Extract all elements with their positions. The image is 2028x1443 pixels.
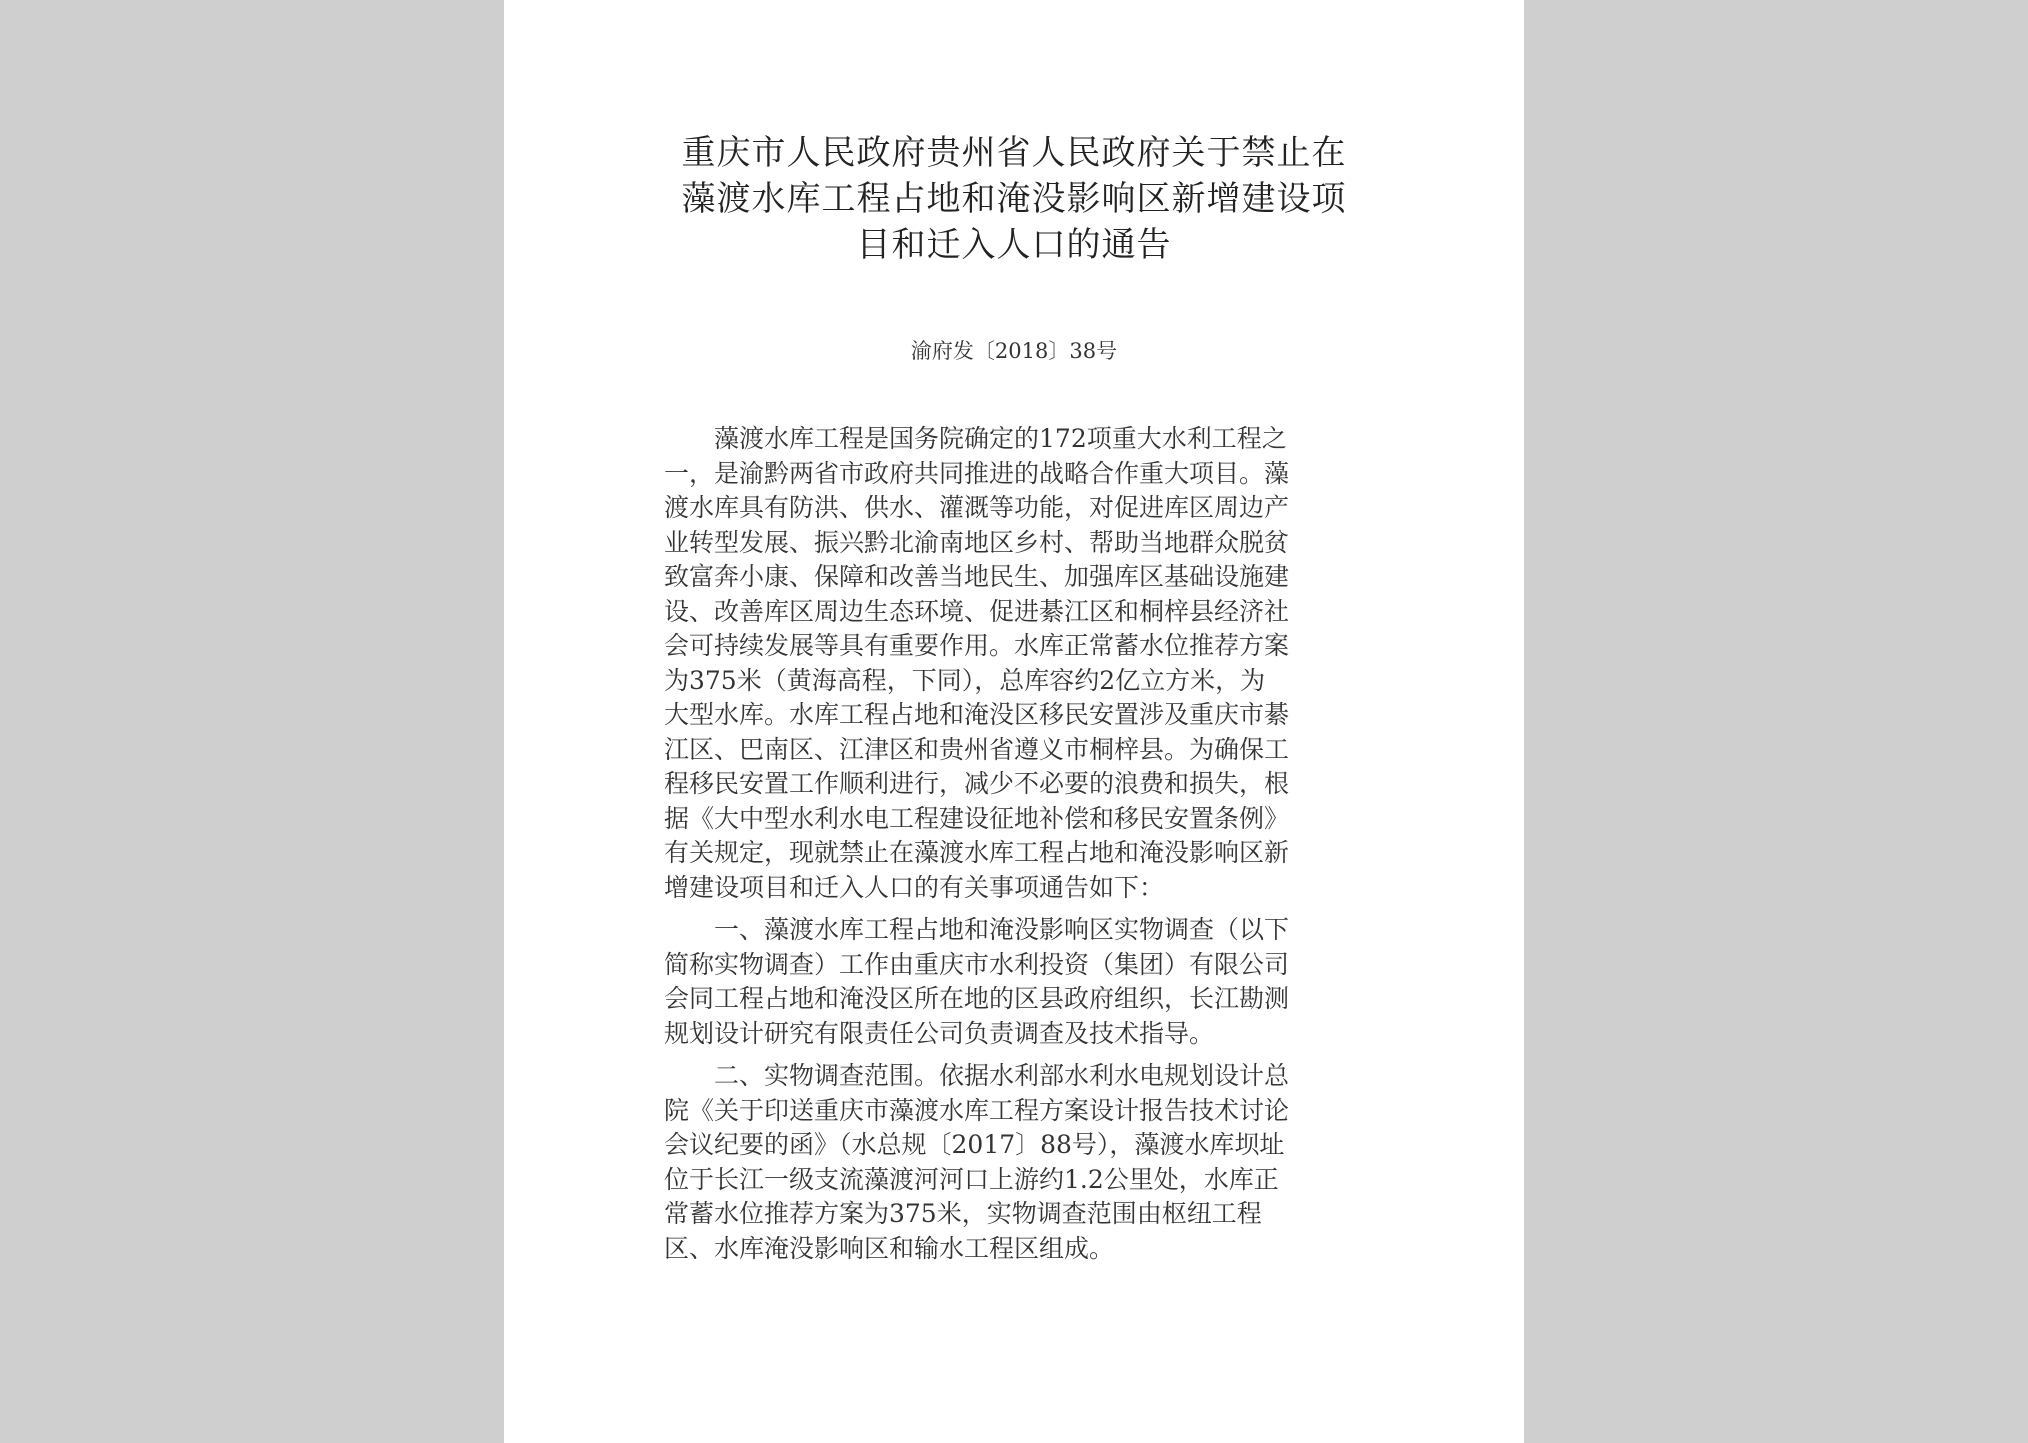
text-line: 业转型发展、振兴黔北渝南地区乡村、帮助当地群众脱贫 — [664, 527, 1290, 557]
document-body — [664, 422, 1364, 1274]
text-line: 江区、巴南区、江津区和贵州省遵义市桐梓县。为确保工 — [664, 734, 1290, 764]
paragraph-item-1 — [664, 913, 1364, 1051]
text-line: 致富奔小康、保障和改善当地民生、加强库区基础设施建 — [664, 562, 1290, 591]
text-line: 大型水库。水库工程占地和淹没区移民安置涉及重庆市綦 — [664, 700, 1290, 729]
paragraph-item-2 — [664, 1059, 1364, 1266]
text-line: 有关规定，现就禁止在藻渡水库工程占地和淹没影响区新 — [664, 838, 1290, 867]
text-line: 增建设项目和迁入人口的有关事项通告如下： — [664, 872, 1165, 902]
text-line: 会同工程占地和淹没区所在地的区县政府组织，长江勘测 — [664, 984, 1290, 1013]
document-number: 渝府发〔2018〕38号 — [910, 339, 1118, 363]
title-line: 目和迁入人口的通告 — [856, 225, 1172, 265]
text-line: 设、改善库区周边生态环境、促进綦江区和桐梓县经济社 — [664, 596, 1290, 626]
text-line: 位于长江一级支流藻渡河河口上游约1.2公里处，水库正 — [664, 1164, 1279, 1194]
paragraph-intro — [664, 422, 1364, 905]
text-line: 二、实物调查范围。依据水利部水利水电规划设计总 — [714, 1061, 1290, 1090]
text-line: 常蓄水位推荐方案为375米，实物调查范围由枢纽工程 — [664, 1199, 1262, 1228]
text-line: 会可持续发展等具有重要作用。水库正常蓄水位推荐方案 — [664, 631, 1290, 660]
text-line: 一，是渝黔两省市政府共同推进的战略合作重大项目。藻 — [664, 458, 1290, 488]
document-title — [664, 130, 1364, 268]
text-line: 渡水库具有防洪、供水、灌溉等功能，对促进库区周边产 — [664, 493, 1290, 522]
text-line: 藻渡水库工程是国务院确定的172项重大水利工程之 — [714, 424, 1287, 453]
title-line: 重庆市人民政府贵州省人民政府关于禁止在 — [681, 133, 1347, 173]
text-line: 简称实物调查）工作由重庆市水利投资（集团）有限公司 — [664, 949, 1290, 979]
text-line: 程移民安置工作顺利进行，减少不必要的浪费和损失，根 — [664, 769, 1290, 798]
title-line: 藻渡水库工程占地和淹没影响区新增建设项 — [681, 179, 1347, 219]
text-line: 会议纪要的函》（水总规〔2017〕88号），藻渡水库坝址 — [664, 1130, 1285, 1159]
text-line: 院《关于印送重庆市藻渡水库工程方案设计报告技术讨论 — [664, 1095, 1290, 1125]
text-line: 据《大中型水利水电工程建设征地补偿和移民安置条例》 — [664, 803, 1290, 833]
text-line: 区、水库淹没影响区和输水工程区组成。 — [664, 1233, 1115, 1263]
document-page — [504, 0, 1524, 1443]
text-line: 规划设计研究有限责任公司负责调查及技术指导。 — [664, 1018, 1215, 1048]
text-line: 一、藻渡水库工程占地和淹没影响区实物调查（以下 — [714, 915, 1290, 944]
text-line: 为375米（黄海高程，下同），总库容约2亿立方米，为 — [664, 665, 1266, 695]
